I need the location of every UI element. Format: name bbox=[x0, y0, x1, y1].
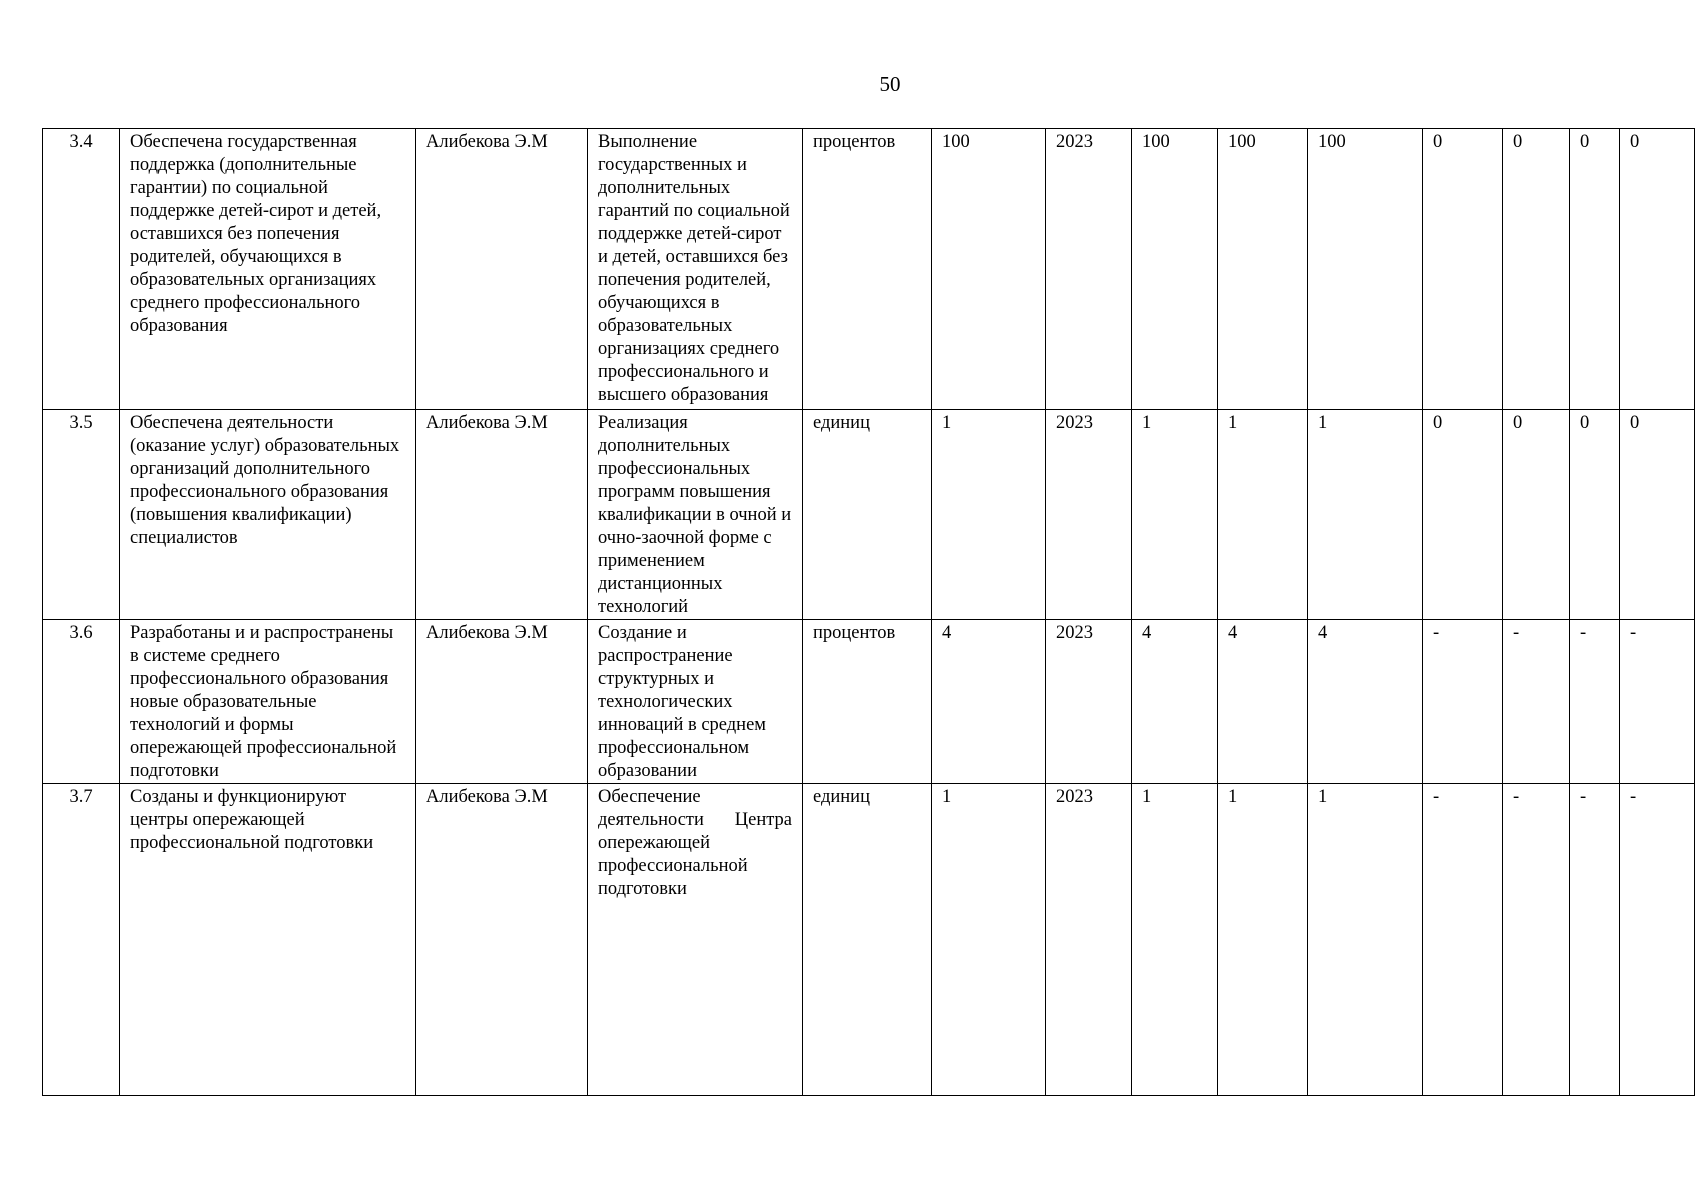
task-cell: Разработаны и и распространены в системе среднего профессионального образования новые образовательные технологий и формы опережающей профессиональной подготовки bbox=[120, 620, 416, 784]
base-value-cell: 1 bbox=[932, 410, 1046, 620]
value-cell: 100 bbox=[1308, 129, 1423, 410]
value-cell: 100 bbox=[1218, 129, 1308, 410]
base-year-cell: 2023 bbox=[1046, 620, 1132, 784]
task-cell: Обеспечена государственная поддержка (дополнительные гарантии) по социальной поддержке детей-сирот и детей, оставшихся без попечения родителей, обучающихся в образовательных организациях среднего профессионального образования bbox=[120, 129, 416, 410]
value-cell: 0 bbox=[1423, 410, 1503, 620]
base-value-cell: 1 bbox=[932, 784, 1046, 1096]
base-value-cell: 100 bbox=[932, 129, 1046, 410]
value-cell: - bbox=[1423, 620, 1503, 784]
value-cell: 1 bbox=[1218, 410, 1308, 620]
value-cell: 1 bbox=[1218, 784, 1308, 1096]
activity-cell: Создание и распространение структурных и технологических инноваций в среднем профессиональном образовании bbox=[588, 620, 803, 784]
value-cell: 4 bbox=[1218, 620, 1308, 784]
value-cell: 4 bbox=[1132, 620, 1218, 784]
value-cell: 1 bbox=[1308, 784, 1423, 1096]
unit-cell: процентов bbox=[803, 620, 932, 784]
value-cell: 0 bbox=[1503, 410, 1570, 620]
value-cell: - bbox=[1570, 620, 1620, 784]
responsible-cell: Алибекова Э.М bbox=[416, 129, 588, 410]
value-cell: - bbox=[1620, 784, 1695, 1096]
table-row bbox=[43, 129, 1695, 410]
responsible-cell: Алибекова Э.М bbox=[416, 784, 588, 1096]
row-number: 3.4 bbox=[43, 129, 120, 410]
base-value-cell: 4 bbox=[932, 620, 1046, 784]
value-cell: 100 bbox=[1132, 129, 1218, 410]
value-cell: - bbox=[1620, 620, 1695, 784]
value-cell: 1 bbox=[1132, 410, 1218, 620]
responsible-cell: Алибекова Э.М bbox=[416, 620, 588, 784]
value-cell: 0 bbox=[1620, 129, 1695, 410]
value-cell: 0 bbox=[1570, 410, 1620, 620]
value-cell: 1 bbox=[1132, 784, 1218, 1096]
table-row bbox=[43, 620, 1695, 784]
value-cell: 0 bbox=[1620, 410, 1695, 620]
row-number: 3.5 bbox=[43, 410, 120, 620]
base-year-cell: 2023 bbox=[1046, 410, 1132, 620]
activity-cell: Реализация дополнительных профессиональных программ повышения квалификации в очной и очно-заочной форме с применением дистанционных технологий bbox=[588, 410, 803, 620]
value-cell: 0 bbox=[1570, 129, 1620, 410]
unit-cell: единиц bbox=[803, 410, 932, 620]
table-row bbox=[43, 784, 1695, 1096]
value-cell: 0 bbox=[1423, 129, 1503, 410]
value-cell: - bbox=[1423, 784, 1503, 1096]
value-cell: - bbox=[1503, 620, 1570, 784]
task-cell: Созданы и функционируют центры опережающей профессиональной подготовки bbox=[120, 784, 416, 1096]
activity-cell: Обеспечение деятельности Центра опережающей профессиональной подготовки bbox=[588, 784, 803, 1096]
base-year-cell: 2023 bbox=[1046, 129, 1132, 410]
activity-cell: Выполнение государственных и дополнительных гарантий по социальной поддержке детей-сирот и детей, оставшихся без попечения родителей, обучающихся в образовательных организациях среднего профессионального и высшего образования bbox=[588, 129, 803, 410]
value-cell: 4 bbox=[1308, 620, 1423, 784]
value-cell: 1 bbox=[1308, 410, 1423, 620]
responsible-cell: Алибекова Э.М bbox=[416, 410, 588, 620]
task-cell: Обеспечена деятельности (оказание услуг) образовательных организаций дополнительного профессионального образования (повышения квалификации) специалистов bbox=[120, 410, 416, 620]
unit-cell: процентов bbox=[803, 129, 932, 410]
value-cell: 0 bbox=[1503, 129, 1570, 410]
table-row bbox=[43, 410, 1695, 620]
unit-cell: единиц bbox=[803, 784, 932, 1096]
value-cell: - bbox=[1570, 784, 1620, 1096]
base-year-cell: 2023 bbox=[1046, 784, 1132, 1096]
row-number: 3.6 bbox=[43, 620, 120, 784]
value-cell: - bbox=[1503, 784, 1570, 1096]
page-number: 50 bbox=[879, 72, 901, 96]
row-number: 3.7 bbox=[43, 784, 120, 1096]
indicators-table bbox=[42, 128, 1695, 1096]
